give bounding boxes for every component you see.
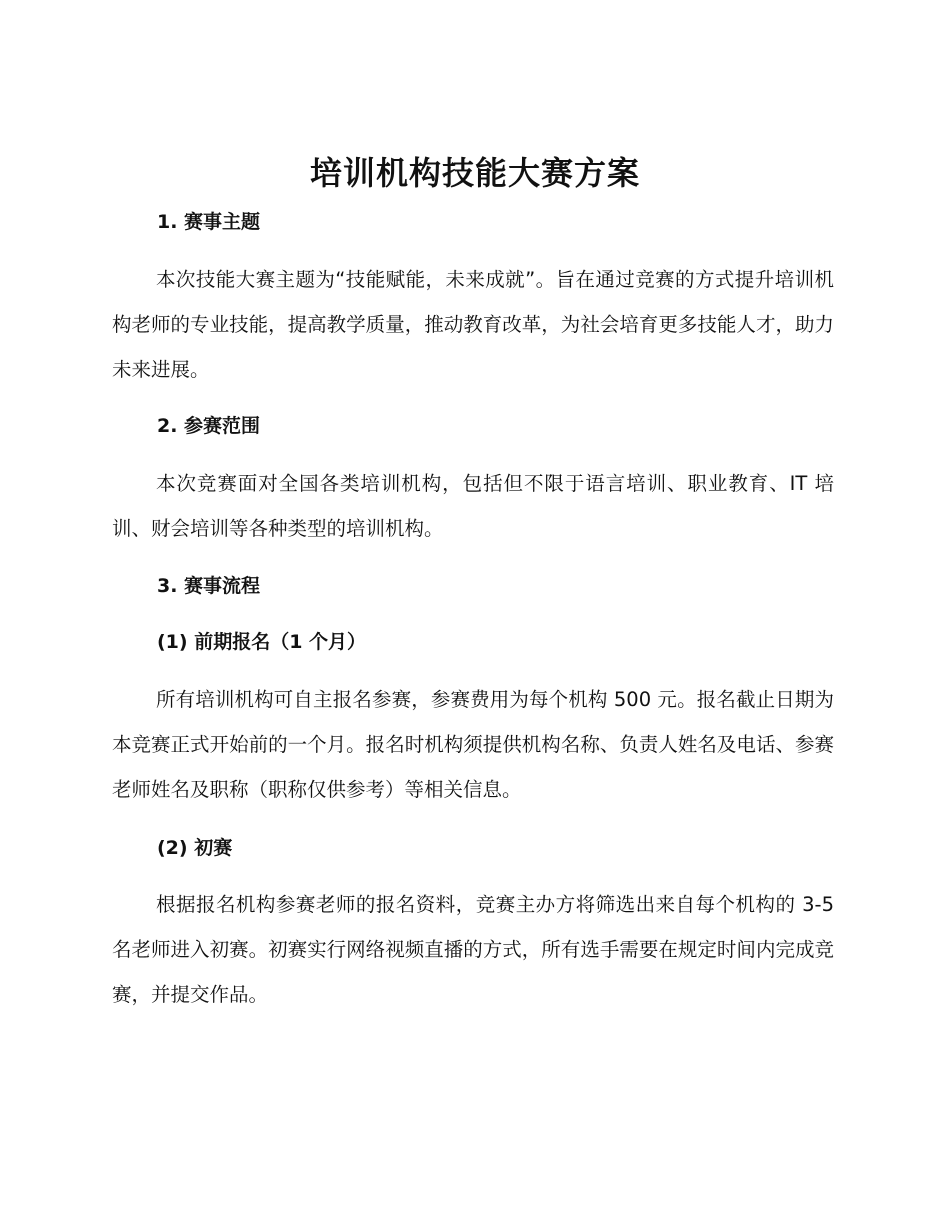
section-body-preliminary: 根据报名机构参赛老师的报名资料，竞赛主办方将筛选出来自每个机构的 3-5 名老师进入初赛。初赛实行网络视频直播的方式，所有选手需要在规定时间内完成竞赛，并提交作品。 [112,893,834,1006]
section-body-theme: 本次技能大赛主题为“技能赋能，未来成就”。旨在通过竞赛的方式提升培训机构老师的专业技能，提高教学质量，推动教育改革，为社会培育更多技能人才，助力未来进展。 [112,268,834,381]
document-title: 培训机构技能大赛方案 [309,154,640,192]
section-heading-process: 3. 赛事流程 [157,575,261,597]
section-body-scope: 本次竞赛面对全国各类培训机构，包括但不限于语言培训、职业教育、IT 培训、财会培训等各种类型的培训机构。 [112,472,834,540]
section-heading-theme: 1. 赛事主题 [157,211,261,233]
section-heading-scope: 2. 参赛范围 [157,415,261,437]
section-body-registration: 所有培训机构可自主报名参赛，参赛费用为每个机构 500 元。报名截止日期为本竞赛正式开始前的一个月。报名时机构须提供机构名称、负责人姓名及电话、参赛老师姓名及职称（职称仅供参考）等相关信息。 [112,688,834,801]
section-heading-preliminary: (2) 初赛 [157,837,233,859]
section-heading-registration: (1) 前期报名（1 个月） [157,631,367,653]
